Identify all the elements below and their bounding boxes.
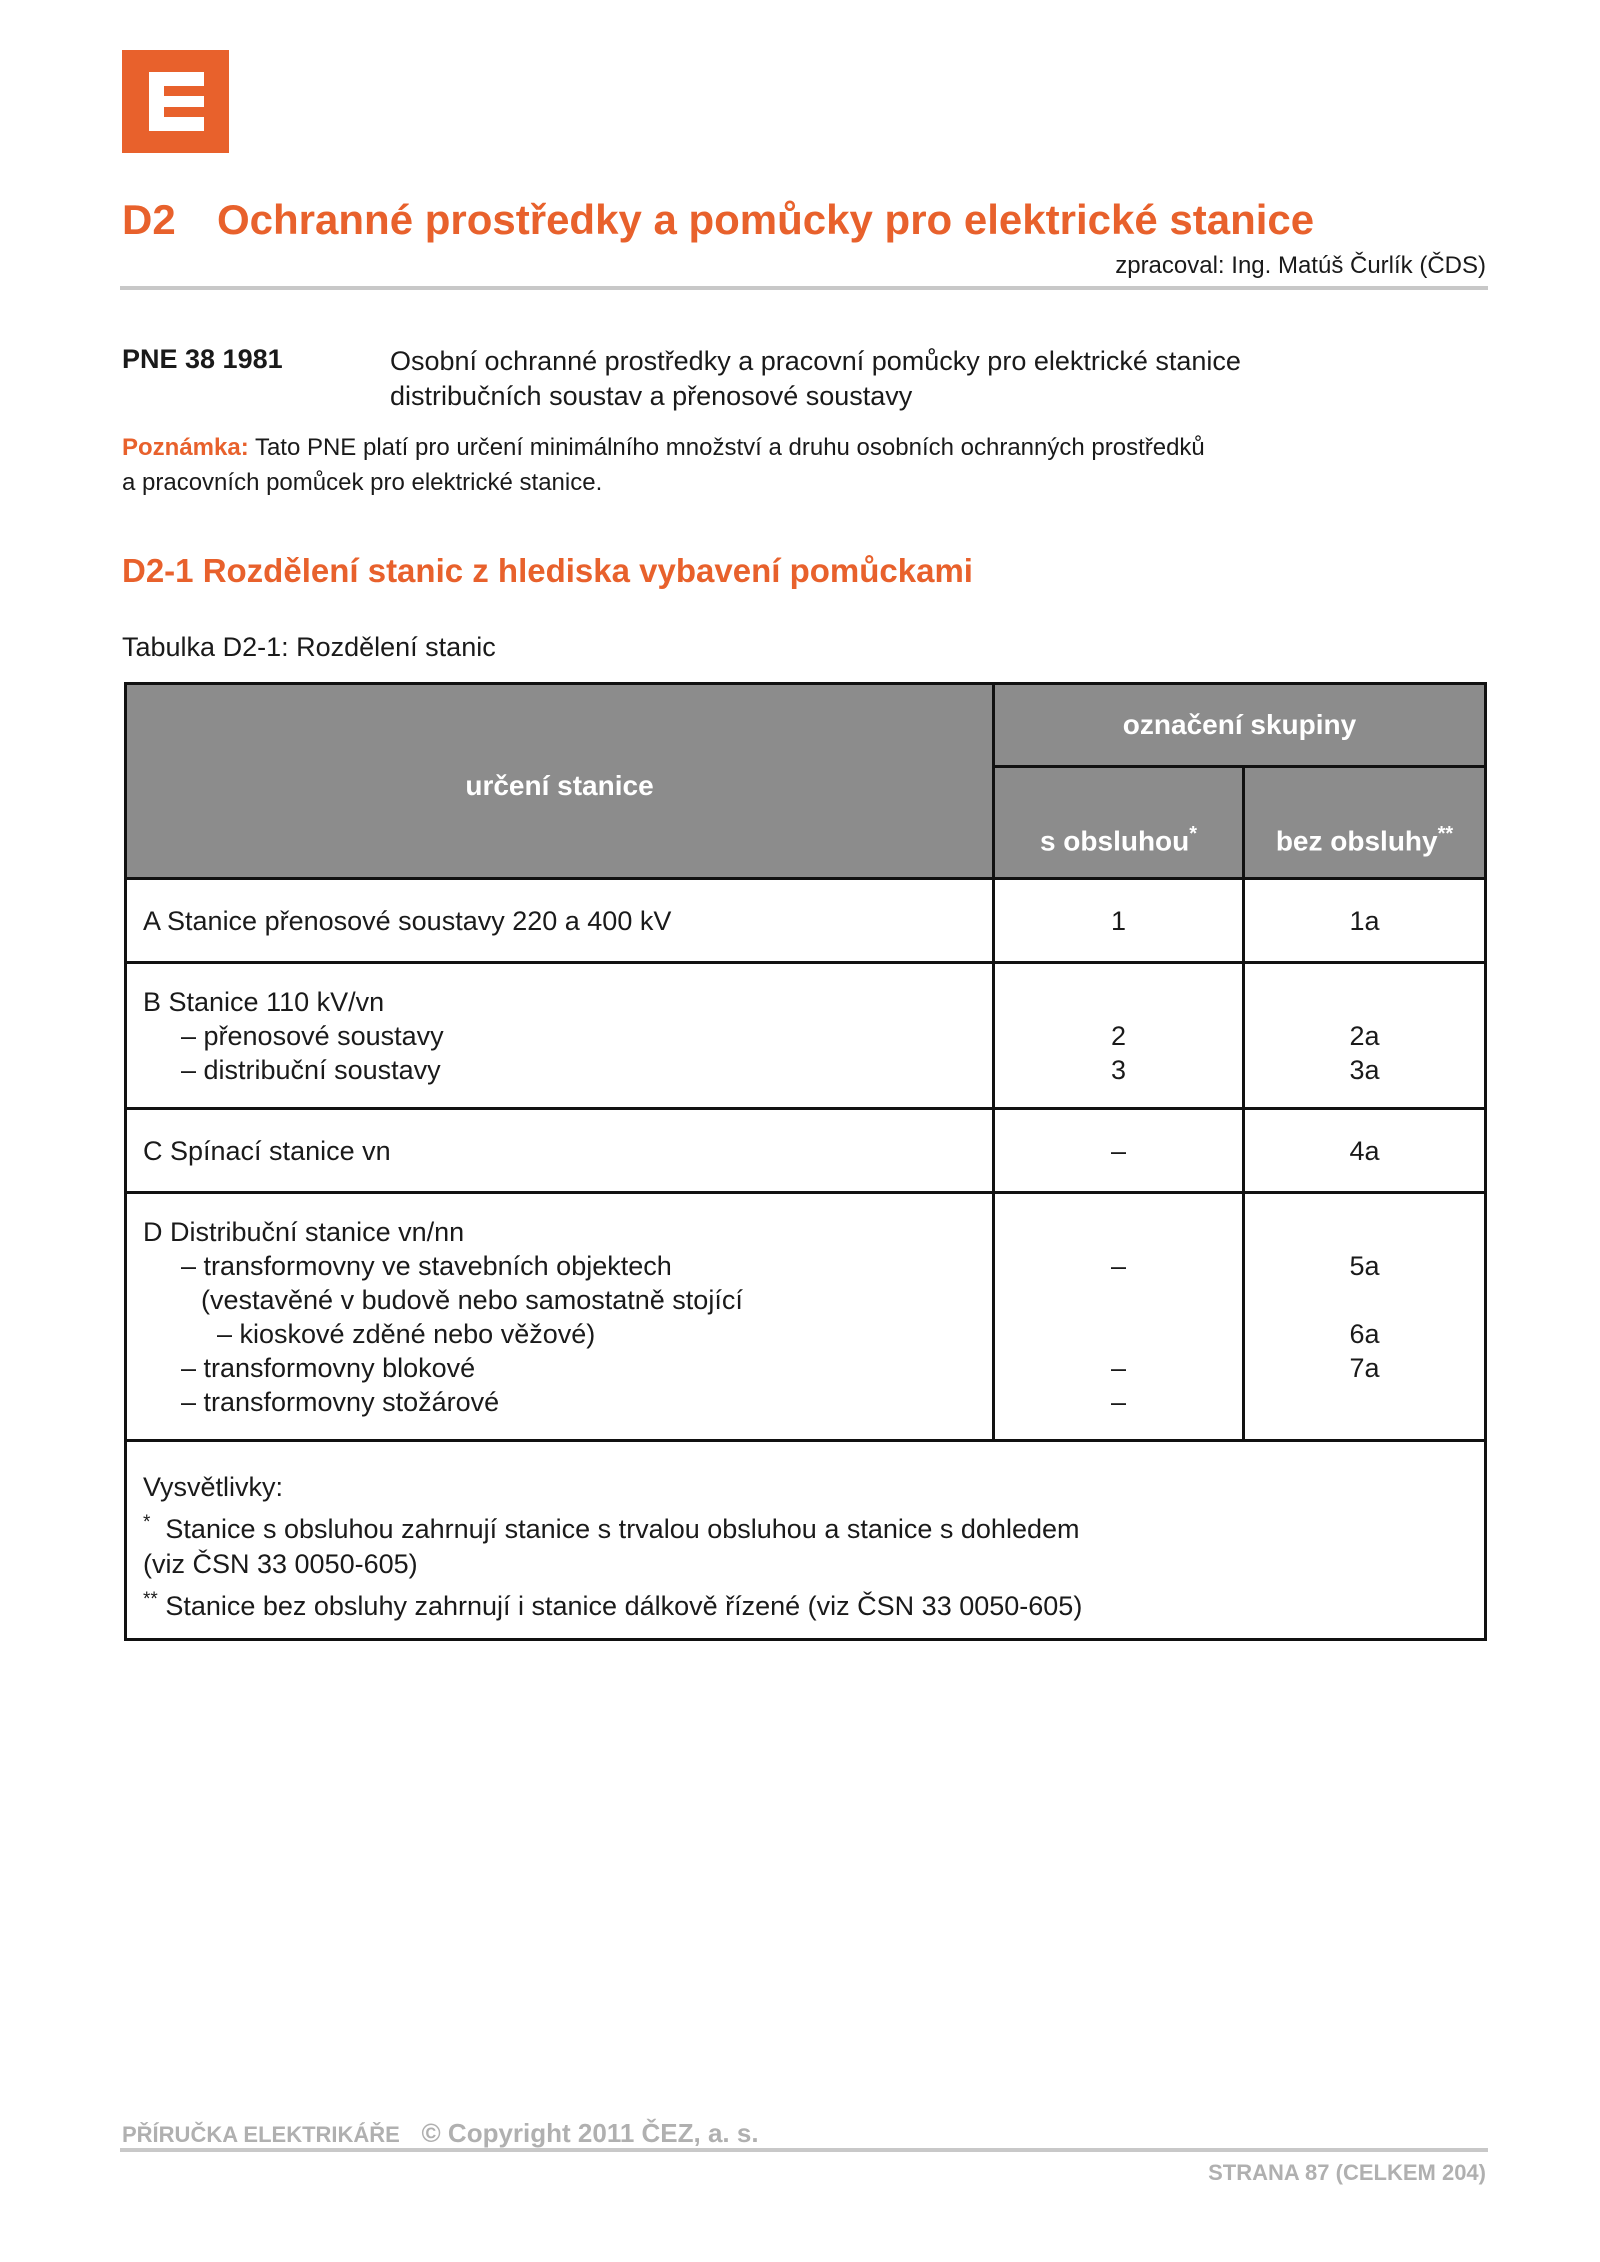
row-b-without-value: 3a	[1349, 1054, 1380, 1085]
row-d-label: D Distribuční stanice vn/nn	[143, 1216, 465, 1247]
footnote-mark: **	[1437, 822, 1454, 845]
header-without-operator-label: bez obsluhy	[1275, 825, 1438, 856]
note-text: Tato PNE platí pro určení minimálního množství a druhu osobních ochranných prostředků	[254, 434, 1205, 461]
footnote-mark: *	[1189, 822, 1198, 845]
row-d-with-value: –	[1110, 1250, 1127, 1281]
row-b-label-cell	[126, 963, 994, 1109]
pne-description-line: Osobní ochranné prostředky a pracovní pomůcky pro elektrické stanice	[390, 346, 1241, 376]
row-a-without: 1a	[1244, 879, 1486, 963]
table-row	[126, 963, 1486, 1109]
header-station-purpose: určení stanice	[126, 684, 994, 879]
table-row	[126, 1109, 1486, 1193]
station-table	[124, 682, 1487, 1641]
explanation-text: (viz ČSN 33 0050-605)	[143, 1549, 418, 1579]
row-c-without: 4a	[1244, 1109, 1486, 1193]
header-with-operator	[994, 767, 1244, 879]
subsection-title: D2-1 Rozdělení stanic z hlediska vybavení pomůckami	[122, 552, 973, 589]
row-b-with	[994, 963, 1244, 1109]
explanation-text: Stanice s obsluhou zahrnují stanice s trvalou obsluhou a stanice s dohledem	[165, 1514, 1080, 1544]
note	[122, 430, 1205, 500]
row-d-label-cell	[126, 1193, 994, 1441]
publication-name: PŘÍRUČKA ELEKTRIKÁŘE	[122, 2122, 400, 2147]
row-d-with-value: –	[1110, 1352, 1127, 1383]
table-row	[126, 1441, 1486, 1640]
row-d-without-value: 7a	[1349, 1352, 1380, 1383]
page-number: STRANA 87 (CELKEM 204)	[1208, 2160, 1486, 2185]
section-number: D2	[122, 196, 176, 243]
row-b-without-value: 2a	[1349, 1020, 1380, 1051]
table-caption: Tabulka D2-1: Rozdělení stanic	[122, 632, 496, 662]
row-b-item: – distribuční soustavy	[181, 1054, 441, 1085]
header-group-designation: označení skupiny	[994, 684, 1486, 767]
row-b-without	[1244, 963, 1486, 1109]
row-d-with	[994, 1193, 1244, 1441]
row-b-label: B Stanice 110 kV/vn	[143, 986, 385, 1017]
explanations-title: Vysvětlivky:	[143, 1472, 284, 1502]
row-d-item: (vestavěné v budově nebo samostatně stojící	[201, 1284, 743, 1315]
row-a-with: 1	[994, 879, 1244, 963]
row-d-with-value: –	[1110, 1386, 1127, 1417]
table-row	[126, 879, 1486, 963]
row-b-with-value: 3	[1110, 1054, 1127, 1085]
row-d-without	[1244, 1193, 1486, 1441]
page-title	[122, 196, 1314, 244]
header-with-operator-label: s obsluhou	[1039, 825, 1190, 856]
row-d-item: – kioskové zděné nebo věžové)	[217, 1318, 596, 1349]
pne-code: PNE 38 1981	[122, 344, 283, 374]
header-without-operator	[1244, 767, 1486, 879]
footer-divider	[120, 2148, 1488, 2152]
row-b-item: – přenosové soustavy	[181, 1020, 444, 1051]
row-d-item: – transformovny blokové	[181, 1352, 476, 1383]
note-label: Poznámka:	[122, 434, 249, 461]
row-c-with: –	[994, 1109, 1244, 1193]
table-row	[126, 1193, 1486, 1441]
explanation-text: Stanice bez obsluhy zahrnují i stanice dálkově řízené (viz ČSN 33 0050-605)	[165, 1591, 1083, 1621]
author-line: zpracoval: Ing. Matúš Čurlík (ČDS)	[1115, 252, 1486, 279]
footnote-mark: **	[143, 1589, 158, 1610]
row-a-label: A Stanice přenosové soustavy 220 a 400 kV	[126, 879, 994, 963]
row-d-item: – transformovny ve stavebních objektech	[181, 1250, 672, 1281]
footer-publication	[122, 2118, 759, 2149]
pne-description	[390, 344, 1241, 414]
pne-description-line: distribučních soustav a přenosové soustavy	[390, 381, 913, 411]
explanations	[126, 1441, 1486, 1640]
footnote-mark: *	[143, 1512, 151, 1533]
row-d-without-value: 5a	[1349, 1250, 1380, 1281]
row-d-without-value: 6a	[1349, 1318, 1380, 1349]
header-divider	[120, 286, 1488, 290]
row-d-item: – transformovny stožárové	[181, 1386, 500, 1417]
section-title: Ochranné prostředky a pomůcky pro elektrické stanice	[217, 196, 1315, 243]
row-c-label: C Spínací stanice vn	[126, 1109, 994, 1193]
cez-logo	[122, 50, 229, 153]
copyright: © Copyright 2011 ČEZ, a. s.	[421, 2118, 759, 2148]
note-text: a pracovních pomůcek pro elektrické stanice.	[122, 469, 603, 496]
row-b-with-value: 2	[1110, 1020, 1127, 1051]
